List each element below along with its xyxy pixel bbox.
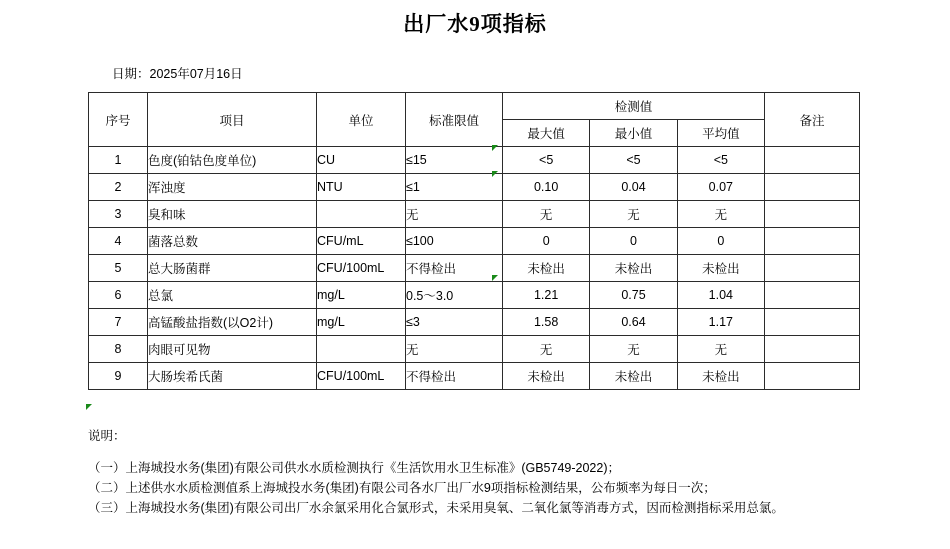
cell-avg: 0.07: [677, 174, 764, 201]
cell-remark: [765, 201, 860, 228]
green-marker-icon: [492, 145, 498, 151]
cell-min: 0.04: [590, 174, 677, 201]
cell-avg: 未检出: [677, 363, 764, 390]
note-line: （二）上述供水水质检测值系上海城投水务(集团)有限公司各水厂出厂水9项指标检测结果，公布频率为每日一次；: [88, 481, 716, 495]
table-row: [89, 309, 860, 336]
cell-limit: ≤15: [406, 147, 503, 174]
cell-index: 6: [89, 282, 148, 309]
cell-avg: 无: [677, 336, 764, 363]
table-row: [89, 174, 860, 201]
cell-item: 浑浊度: [148, 174, 317, 201]
cell-unit: mg/L: [317, 282, 406, 309]
cell-avg: <5: [677, 147, 764, 174]
cell-index: 9: [89, 363, 148, 390]
cell-item: 肉眼可见物: [148, 336, 317, 363]
green-marker-icon: [492, 171, 498, 177]
report-date: [112, 64, 950, 82]
header-avg: 平均值: [677, 120, 764, 147]
cell-avg: 无: [677, 201, 764, 228]
cell-item: 臭和味: [148, 201, 317, 228]
header-index: 序号: [89, 93, 148, 147]
cell-limit: ≤1: [406, 174, 503, 201]
cell-limit: 不得检出: [406, 363, 503, 390]
cell-min: 0.64: [590, 309, 677, 336]
table-body: [89, 147, 860, 390]
date-value: 2025年07月16日: [149, 67, 243, 81]
cell-max: <5: [503, 147, 590, 174]
note-line: （三）上海城投水务(集团)有限公司出厂水余氯采用化合氯形式，未采用臭氧、二氧化氯等消毒方式，因而检测指标采用总氯。: [88, 501, 784, 515]
cell-limit: 不得检出: [406, 255, 503, 282]
header-measured-group: 检测值: [503, 93, 765, 120]
cell-unit: CU: [317, 147, 406, 174]
cell-unit: NTU: [317, 174, 406, 201]
table-header: [89, 93, 860, 147]
table-header-row-1: [89, 93, 860, 120]
cell-remark: [765, 228, 860, 255]
table-row: [89, 147, 860, 174]
cell-max: 0: [503, 228, 590, 255]
cell-max: 1.21: [503, 282, 590, 309]
cell-item: 总大肠菌群: [148, 255, 317, 282]
cell-remark: [765, 255, 860, 282]
cell-avg: 1.17: [677, 309, 764, 336]
cell-limit: 0.5～3.0: [406, 282, 503, 309]
cell-avg: 未检出: [677, 255, 764, 282]
table-row: [89, 201, 860, 228]
cell-limit: ≤3: [406, 309, 503, 336]
table-row: [89, 363, 860, 390]
cell-remark: [765, 336, 860, 363]
cell-item: 菌落总数: [148, 228, 317, 255]
cell-min: 无: [590, 336, 677, 363]
header-limit: 标准限值: [406, 93, 503, 147]
cell-avg: 1.04: [677, 282, 764, 309]
green-marker-icon: [86, 404, 92, 410]
cell-index: 8: [89, 336, 148, 363]
cell-item: 总氯: [148, 282, 317, 309]
table-row: [89, 336, 860, 363]
cell-item: 色度(铂钴色度单位): [148, 147, 317, 174]
cell-index: 4: [89, 228, 148, 255]
cell-unit: CFU/100mL: [317, 255, 406, 282]
cell-max: 未检出: [503, 363, 590, 390]
cell-max: 未检出: [503, 255, 590, 282]
cell-max: 无: [503, 336, 590, 363]
cell-limit: ≤100: [406, 228, 503, 255]
cell-max: 无: [503, 201, 590, 228]
cell-index: 5: [89, 255, 148, 282]
cell-remark: [765, 174, 860, 201]
table-row: [89, 255, 860, 282]
cell-index: 3: [89, 201, 148, 228]
green-marker-icon: [492, 275, 498, 281]
header-item: 项目: [148, 93, 317, 147]
cell-index: 1: [89, 147, 148, 174]
cell-remark: [765, 282, 860, 309]
cell-index: 7: [89, 309, 148, 336]
cell-remark: [765, 363, 860, 390]
header-min: 最小值: [590, 120, 677, 147]
cell-min: 未检出: [590, 255, 677, 282]
cell-remark: [765, 309, 860, 336]
cell-min: 未检出: [590, 363, 677, 390]
cell-min: 无: [590, 201, 677, 228]
cell-limit: 无: [406, 336, 503, 363]
cell-unit: CFU/mL: [317, 228, 406, 255]
cell-limit: 无: [406, 201, 503, 228]
cell-index: 2: [89, 174, 148, 201]
cell-remark: [765, 147, 860, 174]
header-unit: 单位: [317, 93, 406, 147]
cell-unit: [317, 201, 406, 228]
cell-item: 高锰酸盐指数(以O2计): [148, 309, 317, 336]
cell-unit: mg/L: [317, 309, 406, 336]
cell-max: 1.58: [503, 309, 590, 336]
header-remark: 备注: [765, 93, 860, 147]
page-title: 出厂水9项指标: [403, 12, 547, 36]
cell-unit: CFU/100mL: [317, 363, 406, 390]
notes-title: 说明：: [88, 429, 126, 443]
cell-unit: [317, 336, 406, 363]
cell-avg: 0: [677, 228, 764, 255]
cell-min: 0: [590, 228, 677, 255]
date-label: 日期：: [112, 67, 150, 81]
cell-min: <5: [590, 147, 677, 174]
table-row: [89, 282, 860, 309]
note-line: （一）上海城投水务(集团)有限公司供水水质检测执行《生活饮用水卫生标准》(GB5749-2022)；: [88, 461, 620, 475]
water-quality-table: [88, 92, 860, 390]
cell-max: 0.10: [503, 174, 590, 201]
cell-min: 0.75: [590, 282, 677, 309]
header-max: 最大值: [503, 120, 590, 147]
cell-item: 大肠埃希氏菌: [148, 363, 317, 390]
table-row: [89, 228, 860, 255]
notes-section: [88, 426, 950, 518]
